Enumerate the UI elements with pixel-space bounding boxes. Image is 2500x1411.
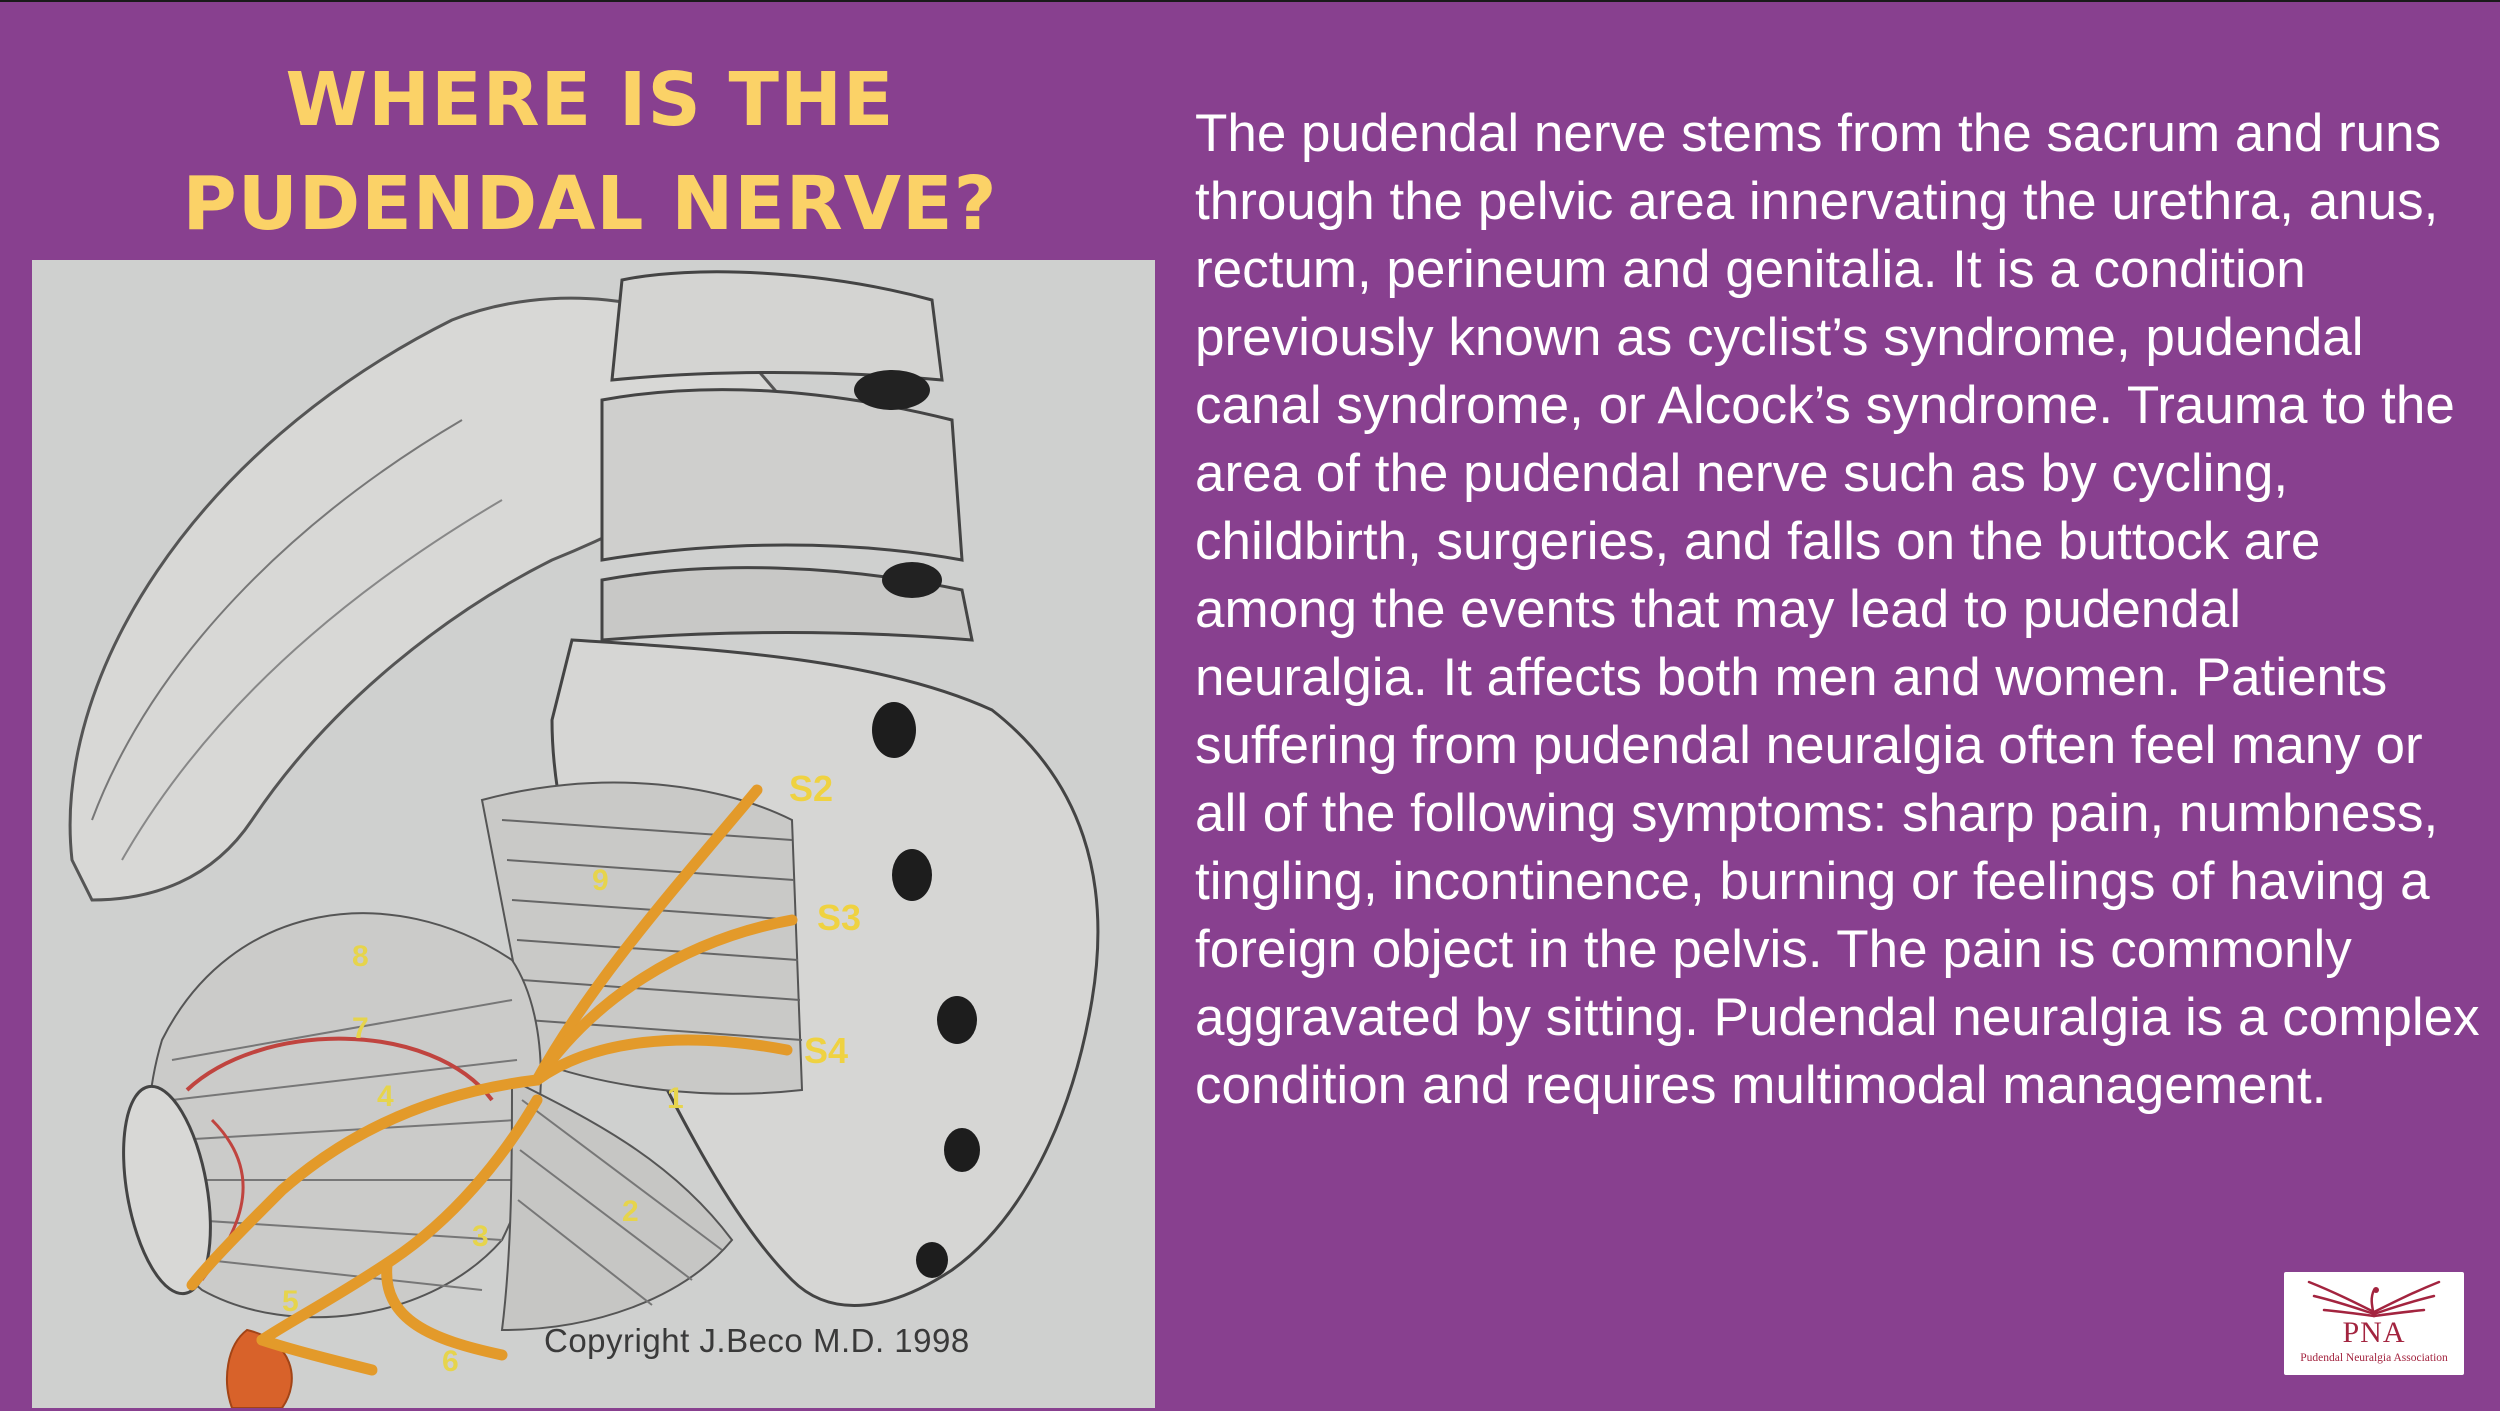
- muscle-label-1: 1: [667, 1082, 684, 1115]
- muscle-label-7: 7: [352, 1012, 369, 1045]
- nerve-label-s3: S3: [817, 897, 862, 938]
- muscle-label-3: 3: [472, 1220, 489, 1253]
- logo-organization-name: Pudendal Neuralgia Association: [2300, 1352, 2448, 1364]
- muscle-label-4: 4: [377, 1080, 394, 1113]
- muscle-label-8: 8: [352, 940, 369, 973]
- pna-logo: [2284, 1272, 2464, 1375]
- title-line-1: WHERE IS THE: [285, 57, 895, 143]
- top-border: [0, 0, 2500, 2]
- figure-copyright: Copyright J.Beco M.D. 1998: [544, 1322, 970, 1359]
- nerve-label-s4: S4: [804, 1030, 849, 1071]
- description-paragraph: The pudendal nerve stems from the sacrum and runs through the pelvic area innervating the urethra, anus, rectum, perineum and genitalia. It is a condition previously known as cyclist’s syndrome, pudendal canal syndrome, or Alcock’s syndrome. Trauma to the area of the pudendal nerve such as by cycling, childbirth, surgeries, and falls on the buttock are among the events that may lead to pudendal neuralgia. It affects both men and women. Patients suffering from pudendal neuralgia often feel many or all of the following symptoms: sharp pain, numbness, tingling, incontinence, burning or feelings of having a foreign object in the pelvis. The pain is commonly aggravated by sitting. Pudendal neuralgia is a complex condition and requires multimodal management.: [1195, 104, 2480, 1115]
- nerve-label-s2: S2: [789, 768, 834, 809]
- slide-title: [30, 48, 1150, 256]
- logo-abbreviation: PNA: [2342, 1316, 2406, 1349]
- title-line-2: PUDENDAL NERVE?: [182, 161, 998, 247]
- pelvis-drawing: [32, 260, 1155, 1408]
- muscle-label-5: 5: [282, 1285, 299, 1318]
- muscle-label-6: 6: [442, 1345, 459, 1378]
- muscle-label-2: 2: [622, 1195, 639, 1228]
- pelvis-anatomy-illustration: [32, 260, 1155, 1408]
- muscle-label-9: 9: [592, 864, 609, 897]
